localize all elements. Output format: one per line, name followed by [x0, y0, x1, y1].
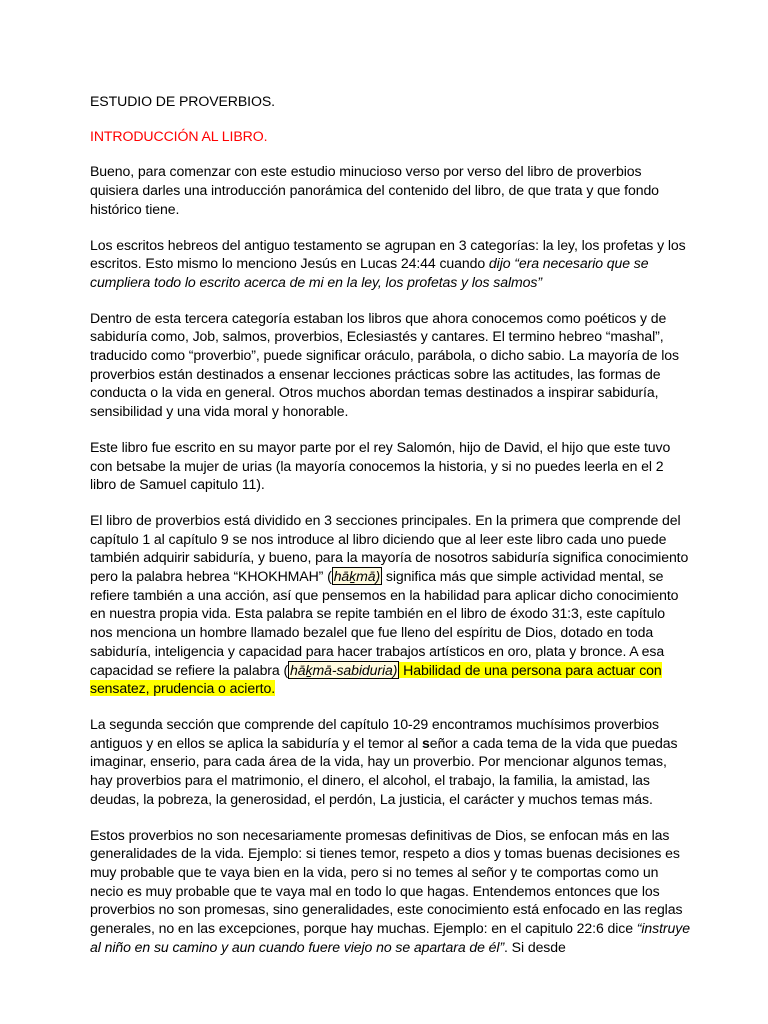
paragraph-text: La segunda sección que comprende del capítulo 10-29 encontramos muchísimos proverbios antiguos y en ellos se aplica la sabiduría y el temor al: [90, 715, 659, 751]
paragraph-categories: [90, 236, 690, 292]
paragraph-intro: Bueno, para comenzar con este estudio minucioso verso por verso del libro de proverbios quisiera darles una introducción panorámica del contenido del libro, de que trata y que fondo histórico tiene.: [90, 163, 659, 217]
paragraph-text: eñor a cada tema de la vida que puedas imaginar, enserio, para cada área de la vida, hay un proverbio. Por mencionar algunos temas, hay proverbios para el matrimonio, el dinero, el alcohol, el trabajo, la familia, la amistad, las deudas, la pobreza, la generosidad, el perdón, La justicia, el carácter y muchos temas más.: [90, 734, 678, 807]
hebrew-term-definition: hāḵmā-sabiduria): [290, 661, 398, 678]
bold-letter: s: [421, 734, 430, 751]
hebrew-term: hāḵmā): [333, 568, 381, 585]
highlighted-definition: Habilidad de una persona para actuar con sensatez, prudencia o acierto.: [90, 661, 662, 697]
paragraph-author: Este libro fue escrito en su mayor parte por el rey Salomón, hijo de David, el hijo que este tuvo con betsabe la mujer de urias (la mayoría conocemos la historia, y si no puedes leerla en el 2 libro de Samuel capitulo 11).: [90, 438, 671, 493]
paragraph-text: El libro de proverbios está dividido en 3 secciones principales. En la primera que comprende del capítulo 1 al capítulo 9 se nos introduce al libro diciendo que al leer este libro cada uno puede también adquirir sabiduría, y bueno, para la mayoría de nosotros sabiduría significa conocimiento pero la palabra hebrea “KHOKHMAH” (: [90, 511, 689, 585]
paragraph-second-section: [90, 715, 690, 809]
scripture-quote: “instruye al niño en su camino y aun cuando fuere viejo no se apartara de él”: [90, 920, 690, 955]
document-title: ESTUDIO DE PROVERBIOS.: [90, 93, 275, 109]
paragraph-generalities: [90, 826, 690, 957]
paragraph-sections: [90, 511, 690, 698]
paragraph-text: Los escritos hebreos del antiguo testamento se agrupan en 3 categorías: la ley, los profetas y los escritos. Esto mismo lo menciono Jesús en Lucas 24:44 cuando: [90, 236, 686, 272]
paragraph-poetic-books: Dentro de esta tercera categoría estaban los libros que ahora conocemos como poéticos y de sabiduría como, Job, salmos, proverbios, Eclesiastés y cantares. El termino hebreo “mashal”, traducido como “proverbio”, puede significar oráculo, parábola, o dicho sabio. La mayoría de los proverbios están destinados a ensenar lecciones prácticas sobre las actitudes, las formas de conducta o la vida en general. Otros muchos abordan temas destinados a inspirar sabiduría, sensibilidad y una vida moral y honorable.: [90, 309, 679, 420]
scripture-quote: dijo “era necesario que se cumpliera todo lo escrito acerca de mi en la ley, los profetas y los salmos”: [90, 255, 649, 290]
paragraph-text: . Si desde: [504, 938, 566, 955]
paragraph-text: significa más que simple actividad mental, se refiere también a una acción, así que pensemos en la habilidad para aplicar dicho conocimiento en nuestra propia vida. Esta palabra se repite también en el libro de éxodo 31:3, este capítulo nos menciona un hombre llamado bezalel que fue lleno del espíritu de Dios, dotado en toda sabiduría, inteligencia y capacidad para hacer trabajos artísticos en oro, plata y bronce. A esa capacidad se refiere la palabra (: [90, 568, 679, 678]
document-page: [90, 92, 690, 973]
paragraph-text: Estos proverbios no son necesariamente promesas definitivas de Dios, se enfocan más en las generalidades de la vida. Ejemplo: si tienes temor, respeto a dios y tomas buenas decisiones es muy probable que te vaya bien en la vida, pero si no temes al señor y te comportas como un necio es muy probable que te vaya mal en todo lo que hagas. Entendemos entonces que los proverbios no son promesas, sino generalidades, este conocimiento está enfocado en las reglas generales, no en las excepciones, porque hay muchas. Ejemplo: en el capitulo 22:6 dice: [90, 826, 683, 937]
section-heading: INTRODUCCIÓN AL LIBRO.: [90, 127, 268, 144]
